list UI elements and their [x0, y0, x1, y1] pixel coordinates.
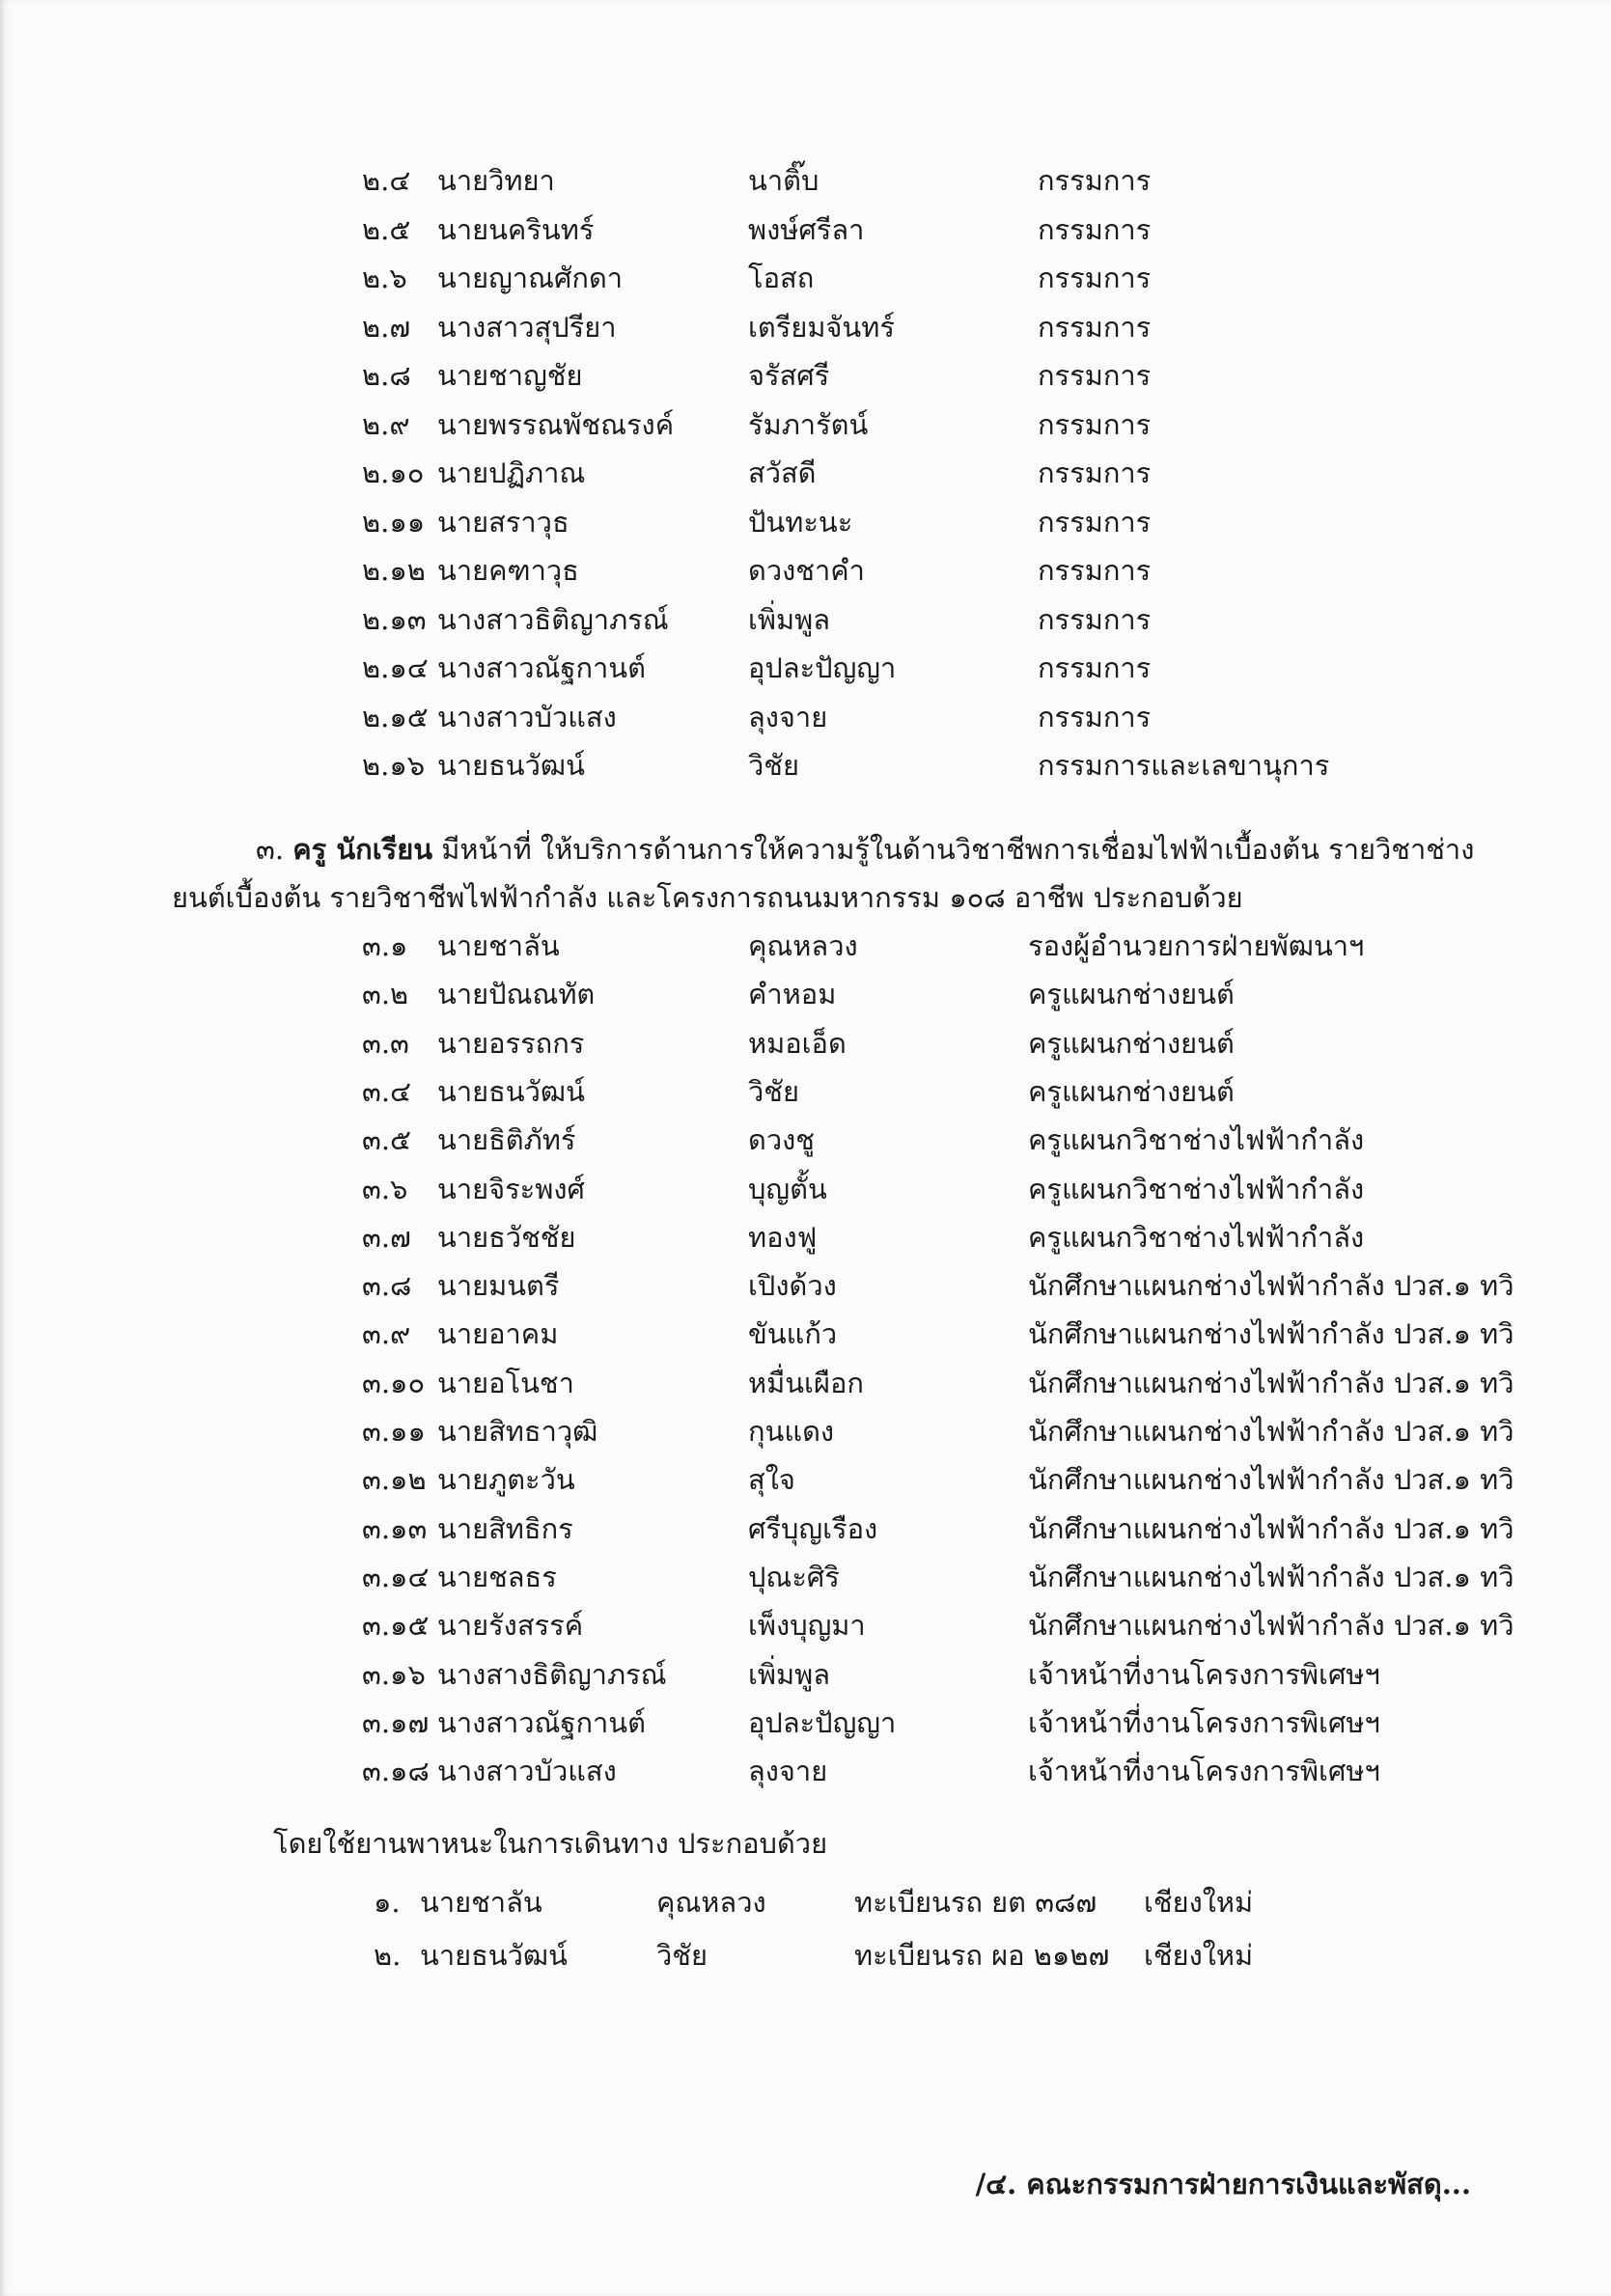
driver-surname: วิชัย	[656, 1939, 708, 1972]
person-role: นักศึกษาแผนกช่างไฟฟ้ากำลัง ปวส.๑ ทวิ	[1028, 1317, 1514, 1351]
person-name: นายมนตรี	[437, 1269, 560, 1303]
person-surname: ลุงจาย	[748, 1755, 828, 1788]
person-surname: โอสถ	[748, 262, 815, 294]
committee-row	[362, 206, 1611, 254]
item-number: ๓.๑๒	[362, 1463, 427, 1497]
driver-surname: คุณหลวง	[656, 1886, 766, 1919]
item-number: ๓.๑๔	[362, 1560, 430, 1593]
vehicle-province: เชียงใหม่	[1144, 1939, 1254, 1972]
member-row	[362, 970, 1611, 1018]
person-role: เจ้าหน้าที่งานโครงการพิเศษฯ	[1028, 1755, 1380, 1788]
person-name: นางสาวบัวแสง	[437, 1755, 617, 1788]
section-3-number: ๓.	[256, 833, 285, 866]
person-name: นายอรรถกร	[437, 1026, 585, 1060]
person-role: นักศึกษาแผนกช่างไฟฟ้ากำลัง ปวส.๑ ทวิ	[1028, 1560, 1514, 1593]
person-role: ครูแผนกช่างยนต์	[1028, 1074, 1235, 1108]
person-role: นักศึกษาแผนกช่างไฟฟ้ากำลัง ปวส.๑ ทวิ	[1028, 1609, 1514, 1643]
person-surname: ทองฟู	[748, 1220, 818, 1254]
person-role: นักศึกษาแผนกช่างไฟฟ้ากำลัง ปวส.๑ ทวิ	[1028, 1366, 1514, 1399]
person-name: นายชาลัน	[437, 929, 560, 962]
person-role: กรรมการ	[1038, 700, 1152, 733]
person-name: นายธิติภัทร์	[437, 1123, 576, 1157]
person-surname: สวัสดี	[748, 456, 817, 489]
item-number: ๒.๑๖	[362, 749, 426, 782]
member-row	[362, 1261, 1611, 1310]
member-row	[362, 1165, 1611, 1213]
person-surname: ดวงชาคำ	[748, 554, 865, 587]
person-surname: คุณหลวง	[748, 929, 858, 962]
person-surname: ลุงจาย	[748, 700, 828, 733]
item-number: ๓.๑๓	[362, 1511, 428, 1545]
member-row	[362, 1601, 1611, 1649]
person-name: นายญาณศักดา	[437, 262, 624, 294]
person-role: ครูแผนกวิชาช่างไฟฟ้ากำลัง	[1028, 1123, 1365, 1157]
person-surname: วิชัย	[748, 749, 799, 782]
person-role: กรรมการ	[1038, 262, 1152, 294]
person-name: นายชลธร	[437, 1560, 557, 1593]
member-row	[362, 1310, 1611, 1358]
item-number: ๓.๗	[362, 1220, 411, 1254]
vehicle-plate: ทะเบียนรถ ผอ ๒๑๒๗	[854, 1939, 1110, 1972]
item-number: ๓.๔	[362, 1074, 411, 1108]
committee-row	[362, 498, 1611, 546]
item-number: ๒.๙	[362, 407, 410, 441]
person-role: กรรมการ	[1038, 407, 1152, 441]
person-name: นายธวัชชัย	[437, 1220, 576, 1254]
driver-name: นายธนวัฒน์	[420, 1939, 568, 1972]
item-number: ๒.๑๒	[362, 554, 426, 587]
person-role: กรรมการ	[1038, 505, 1152, 539]
item-number: ๓.๙	[362, 1317, 411, 1351]
person-role: เจ้าหน้าที่งานโครงการพิเศษฯ	[1028, 1705, 1380, 1739]
person-name: นายสิทธาวุฒิ	[437, 1415, 598, 1448]
committee-row	[362, 644, 1611, 692]
member-row	[362, 1699, 1611, 1747]
person-role: ครูแผนกวิชาช่างไฟฟ้ากำลัง	[1028, 1220, 1365, 1254]
person-role: ครูแผนกช่างยนต์	[1028, 1026, 1235, 1060]
person-surname: หมอเอ็ด	[748, 1026, 847, 1060]
member-row	[362, 1213, 1611, 1261]
person-surname: นาติ๊บ	[748, 164, 819, 197]
committee-row	[362, 303, 1611, 351]
item-number: ๓.๑	[362, 929, 408, 962]
continuation-note: /๔. คณะกรรมการฝ่ายการเงินและพัสดุ...	[975, 2168, 1471, 2200]
committee-row	[362, 741, 1611, 789]
committee-row	[362, 156, 1611, 205]
member-row	[362, 922, 1611, 970]
person-surname: หมื่นเผือก	[748, 1366, 864, 1399]
item-number: ๓.๑๕	[362, 1609, 430, 1643]
committee-row	[362, 546, 1611, 595]
committee-row	[362, 595, 1611, 644]
item-number: ๓.๑๐	[362, 1366, 426, 1399]
vehicle-row	[362, 1878, 1611, 1926]
person-surname: สุใจ	[748, 1463, 795, 1497]
member-row	[362, 1019, 1611, 1067]
person-role: กรรมการ	[1038, 456, 1152, 489]
section-3-heading-line-2: ยนต์เบื้องต้น รายวิชาชีพไฟฟ้ากำลัง และโครงการถนนมหากรรม ๑๐๘ อาชีพ ประกอบด้วย	[172, 881, 1243, 914]
member-row	[362, 1650, 1611, 1699]
person-surname: พงษ์ศรีลา	[748, 212, 865, 246]
person-name: นายจิระพงศ์	[437, 1172, 585, 1205]
person-name: นายธนวัฒน์	[437, 1074, 585, 1108]
person-name: นายชาญชัย	[437, 359, 583, 392]
person-name: นายนครินทร์	[437, 212, 595, 246]
section-3-heading-line-1	[256, 825, 1474, 873]
person-name: นายธนวัฒน์	[437, 749, 585, 782]
person-role: กรรมการ	[1038, 359, 1152, 392]
member-row	[362, 1455, 1611, 1504]
person-role: กรรมการ	[1038, 554, 1152, 587]
section-3-description-1: มีหน้าที่ ให้บริการด้านการให้ความรู้ในด้านวิชาชีพการเชื่อมไฟฟ้าเบื้องต้น รายวิชาช่าง	[441, 833, 1475, 866]
person-role: รองผู้อำนวยการฝ่ายพัฒนาฯ	[1028, 929, 1365, 962]
person-name: นายอโนชา	[437, 1366, 574, 1399]
driver-name: นายชาลัน	[420, 1886, 542, 1919]
person-surname: ปุณะศิริ	[748, 1560, 840, 1593]
member-row	[362, 1553, 1611, 1601]
item-number: ๓.๓	[362, 1026, 409, 1060]
item-number: ๓.๘	[362, 1269, 412, 1303]
person-role: นักศึกษาแผนกช่างไฟฟ้ากำลัง ปวส.๑ ทวิ	[1028, 1415, 1514, 1448]
person-surname: เพิ่มพูล	[748, 1657, 831, 1691]
item-number: ๓.๑๑	[362, 1415, 426, 1448]
member-row	[362, 1407, 1611, 1455]
member-row	[362, 1359, 1611, 1407]
person-surname: เปิงด้วง	[748, 1269, 837, 1303]
person-surname: ศรีบุญเรือง	[748, 1511, 878, 1545]
person-surname: ปันทะนะ	[748, 505, 853, 539]
person-role: กรรมการ	[1038, 651, 1152, 684]
committee-row	[362, 693, 1611, 741]
person-name: นายภูตะวัน	[437, 1463, 575, 1497]
person-name: นายปฏิภาณ	[437, 456, 586, 489]
person-name: นายปัณณทัต	[437, 978, 596, 1011]
item-number: ๒.๑๓	[362, 602, 427, 636]
person-role: กรรมการ	[1038, 164, 1152, 197]
person-surname: เพิ่มพูล	[748, 602, 831, 636]
person-surname: ดวงชู	[748, 1123, 815, 1157]
person-surname: อุปละปัญญา	[748, 1705, 897, 1739]
person-name: นางสาวบัวแสง	[437, 700, 617, 733]
person-name: นายวิทยา	[437, 164, 555, 197]
member-row	[362, 1067, 1611, 1116]
person-surname: จรัสศรี	[748, 359, 830, 392]
person-name: นางสาวธิติญาภรณ์	[437, 602, 669, 636]
person-surname: บุญตั้น	[748, 1172, 827, 1205]
item-number: ๓.๒	[362, 978, 409, 1011]
member-row	[362, 1505, 1611, 1553]
vehicle-plate: ทะเบียนรถ ยต ๓๘๗	[854, 1886, 1097, 1919]
item-number: ๓.๑๗	[362, 1705, 430, 1739]
item-number: ๒.๕	[362, 212, 411, 246]
person-role: นักศึกษาแผนกช่างไฟฟ้ากำลัง ปวส.๑ ทวิ	[1028, 1463, 1514, 1497]
item-number: ๓.๑๘	[362, 1755, 430, 1788]
person-name: นายรังสรรค์	[437, 1609, 584, 1643]
item-number: ๓.๖	[362, 1172, 408, 1205]
item-number: ๑.	[374, 1886, 401, 1919]
section-3-title: ครู นักเรียน	[292, 833, 433, 866]
person-name: นายสราวุธ	[437, 505, 569, 539]
item-number: ๒.๑๔	[362, 651, 429, 684]
person-surname: เพ็งบุญมา	[748, 1609, 866, 1643]
person-surname: ขันแก้ว	[748, 1317, 838, 1351]
person-name: นายพรรณพัชณรงค์	[437, 407, 675, 441]
item-number: ๒.๑๐	[362, 456, 425, 489]
item-number: ๒.๘	[362, 359, 411, 392]
committee-row	[362, 449, 1611, 497]
committee-row	[362, 351, 1611, 400]
person-surname: กุนแดง	[748, 1415, 835, 1448]
person-name: นางสาวณัฐกานต์	[437, 1705, 646, 1739]
person-role: กรรมการและเลขานุการ	[1038, 749, 1330, 782]
person-surname: คำหอม	[748, 978, 837, 1011]
member-row	[362, 1747, 1611, 1795]
item-number: ๒.๑๕	[362, 700, 429, 733]
person-name: นางสางธิติญาภรณ์	[437, 1657, 667, 1691]
committee-row	[362, 401, 1611, 449]
item-number: ๒.๑๑	[362, 505, 426, 539]
item-number: ๒.	[374, 1939, 402, 1972]
person-surname: เตรียมจันทร์	[748, 310, 895, 344]
person-name: นายคฑาวุธ	[437, 554, 579, 587]
vehicles-intro: โดยใช้ยานพาหนะในการเดินทาง ประกอบด้วย	[273, 1827, 828, 1860]
person-name: นายอาคม	[437, 1317, 559, 1351]
person-name: นางสาวสุปรียา	[437, 310, 617, 344]
vehicle-province: เชียงใหม่	[1144, 1886, 1254, 1919]
person-surname: อุปละปัญญา	[748, 651, 897, 684]
item-number: ๓.๑๖	[362, 1657, 426, 1691]
person-role: ครูแผนกวิชาช่างไฟฟ้ากำลัง	[1028, 1172, 1365, 1205]
person-role: นักศึกษาแผนกช่างไฟฟ้ากำลัง ปวส.๑ ทวิ	[1028, 1511, 1514, 1545]
person-surname: วิชัย	[748, 1074, 799, 1108]
person-role: กรรมการ	[1038, 212, 1152, 246]
committee-row	[362, 254, 1611, 302]
person-role: เจ้าหน้าที่งานโครงการพิเศษฯ	[1028, 1657, 1380, 1691]
vehicle-row	[362, 1931, 1611, 1979]
person-role: ครูแผนกช่างยนต์	[1028, 978, 1235, 1011]
person-name: นายสิทธิกร	[437, 1511, 573, 1545]
item-number: ๓.๕	[362, 1123, 411, 1157]
person-role: กรรมการ	[1038, 602, 1152, 636]
person-name: นางสาวณัฐกานต์	[437, 651, 646, 684]
member-row	[362, 1116, 1611, 1164]
item-number: ๒.๗	[362, 310, 411, 344]
item-number: ๒.๖	[362, 262, 407, 294]
person-role: กรรมการ	[1038, 310, 1152, 344]
item-number: ๒.๔	[362, 164, 411, 197]
person-surname: รัมภารัตน์	[748, 407, 869, 441]
person-role: นักศึกษาแผนกช่างไฟฟ้ากำลัง ปวส.๑ ทวิ	[1028, 1269, 1514, 1303]
